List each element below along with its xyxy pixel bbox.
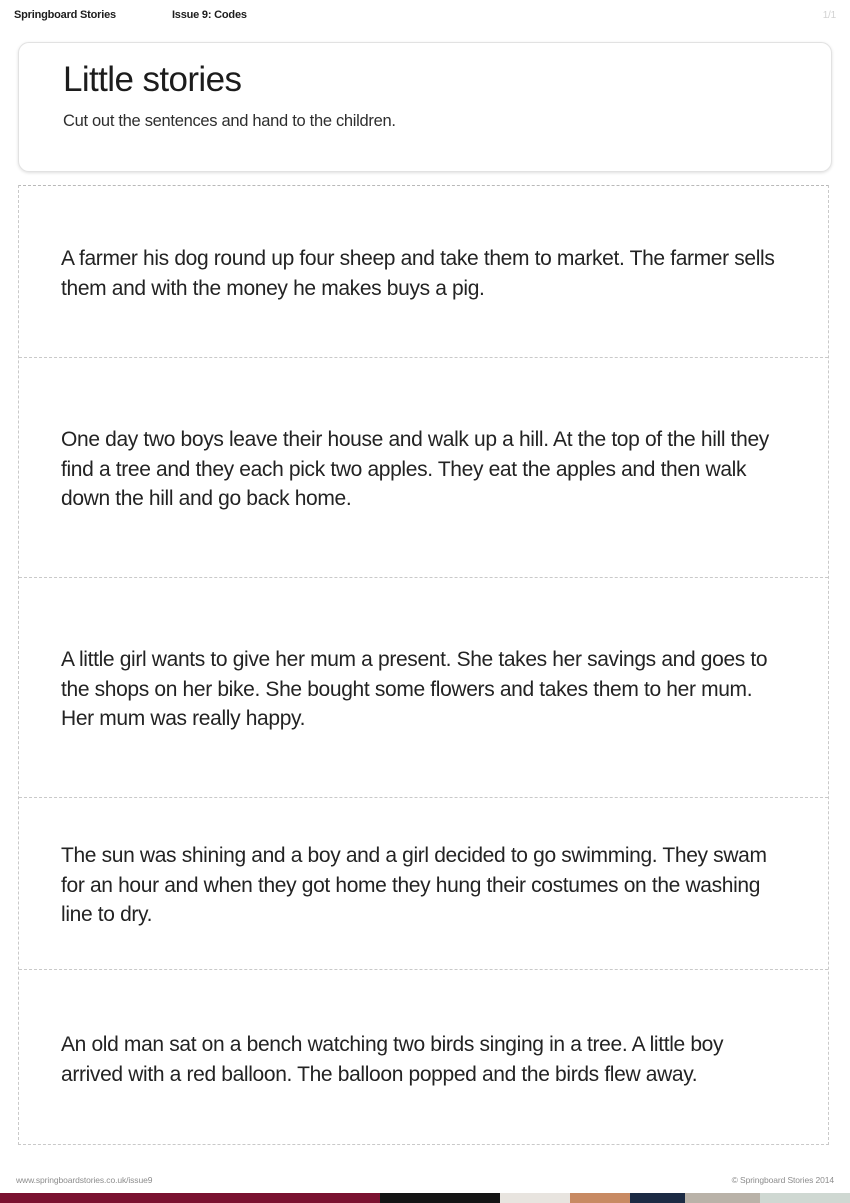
bottom-color-strip [0,1193,850,1203]
strip-segment-black [380,1193,500,1203]
strip-segment-tan [570,1193,630,1203]
footer-website-url[interactable]: www.springboardstories.co.uk/issue9 [16,1175,153,1185]
page-header [0,0,850,30]
brand-name: Springboard Stories [14,9,116,21]
strip-segment-navy [630,1193,685,1203]
story-strip [19,186,828,358]
story-text: An old man sat on a bench watching two birds singing in a tree. A little boy arrived with a red balloon. The balloon popped and the birds flew away. [61,1033,724,1086]
issue-label: Issue 9: Codes [171,9,247,21]
title-card [18,42,832,172]
story-text: The sun was shining and a boy and a girl decided to go swimming. They swam for an hour and when they got home they hung their costumes on the washing line to dry. [61,843,767,927]
cutout-sheet [18,185,829,1145]
strip-segment-maroon [0,1193,380,1203]
footer-copyright: © Springboard Stories 2014 [731,1175,834,1185]
strip-segment-cream [500,1193,570,1203]
strip-segment-grey [685,1193,760,1203]
strip-segment-pale [760,1193,850,1203]
story-strip [19,970,828,1146]
page-number: 1/1 [822,9,836,21]
story-strip [19,798,828,970]
page-subtitle: Cut out the sentences and hand to the children. [63,111,396,130]
story-strip [19,358,828,578]
story-text: One day two boys leave their house and walk up a hill. At the top of the hill they find a tree and they each pick two apples. They eat the apples and then walk down the hill and go back home. [61,427,769,511]
page-footer [0,1171,850,1189]
story-text: A little girl wants to give her mum a present. She takes her savings and goes to the shops on her bike. She bought some flowers and takes them to her mum. Her mum was really happy. [61,647,768,731]
page-title: Little stories [63,60,242,99]
story-strip [19,578,828,798]
story-text: A farmer his dog round up four sheep and take them to market. The farmer sells them and with the money he makes buys a pig. [61,246,775,300]
